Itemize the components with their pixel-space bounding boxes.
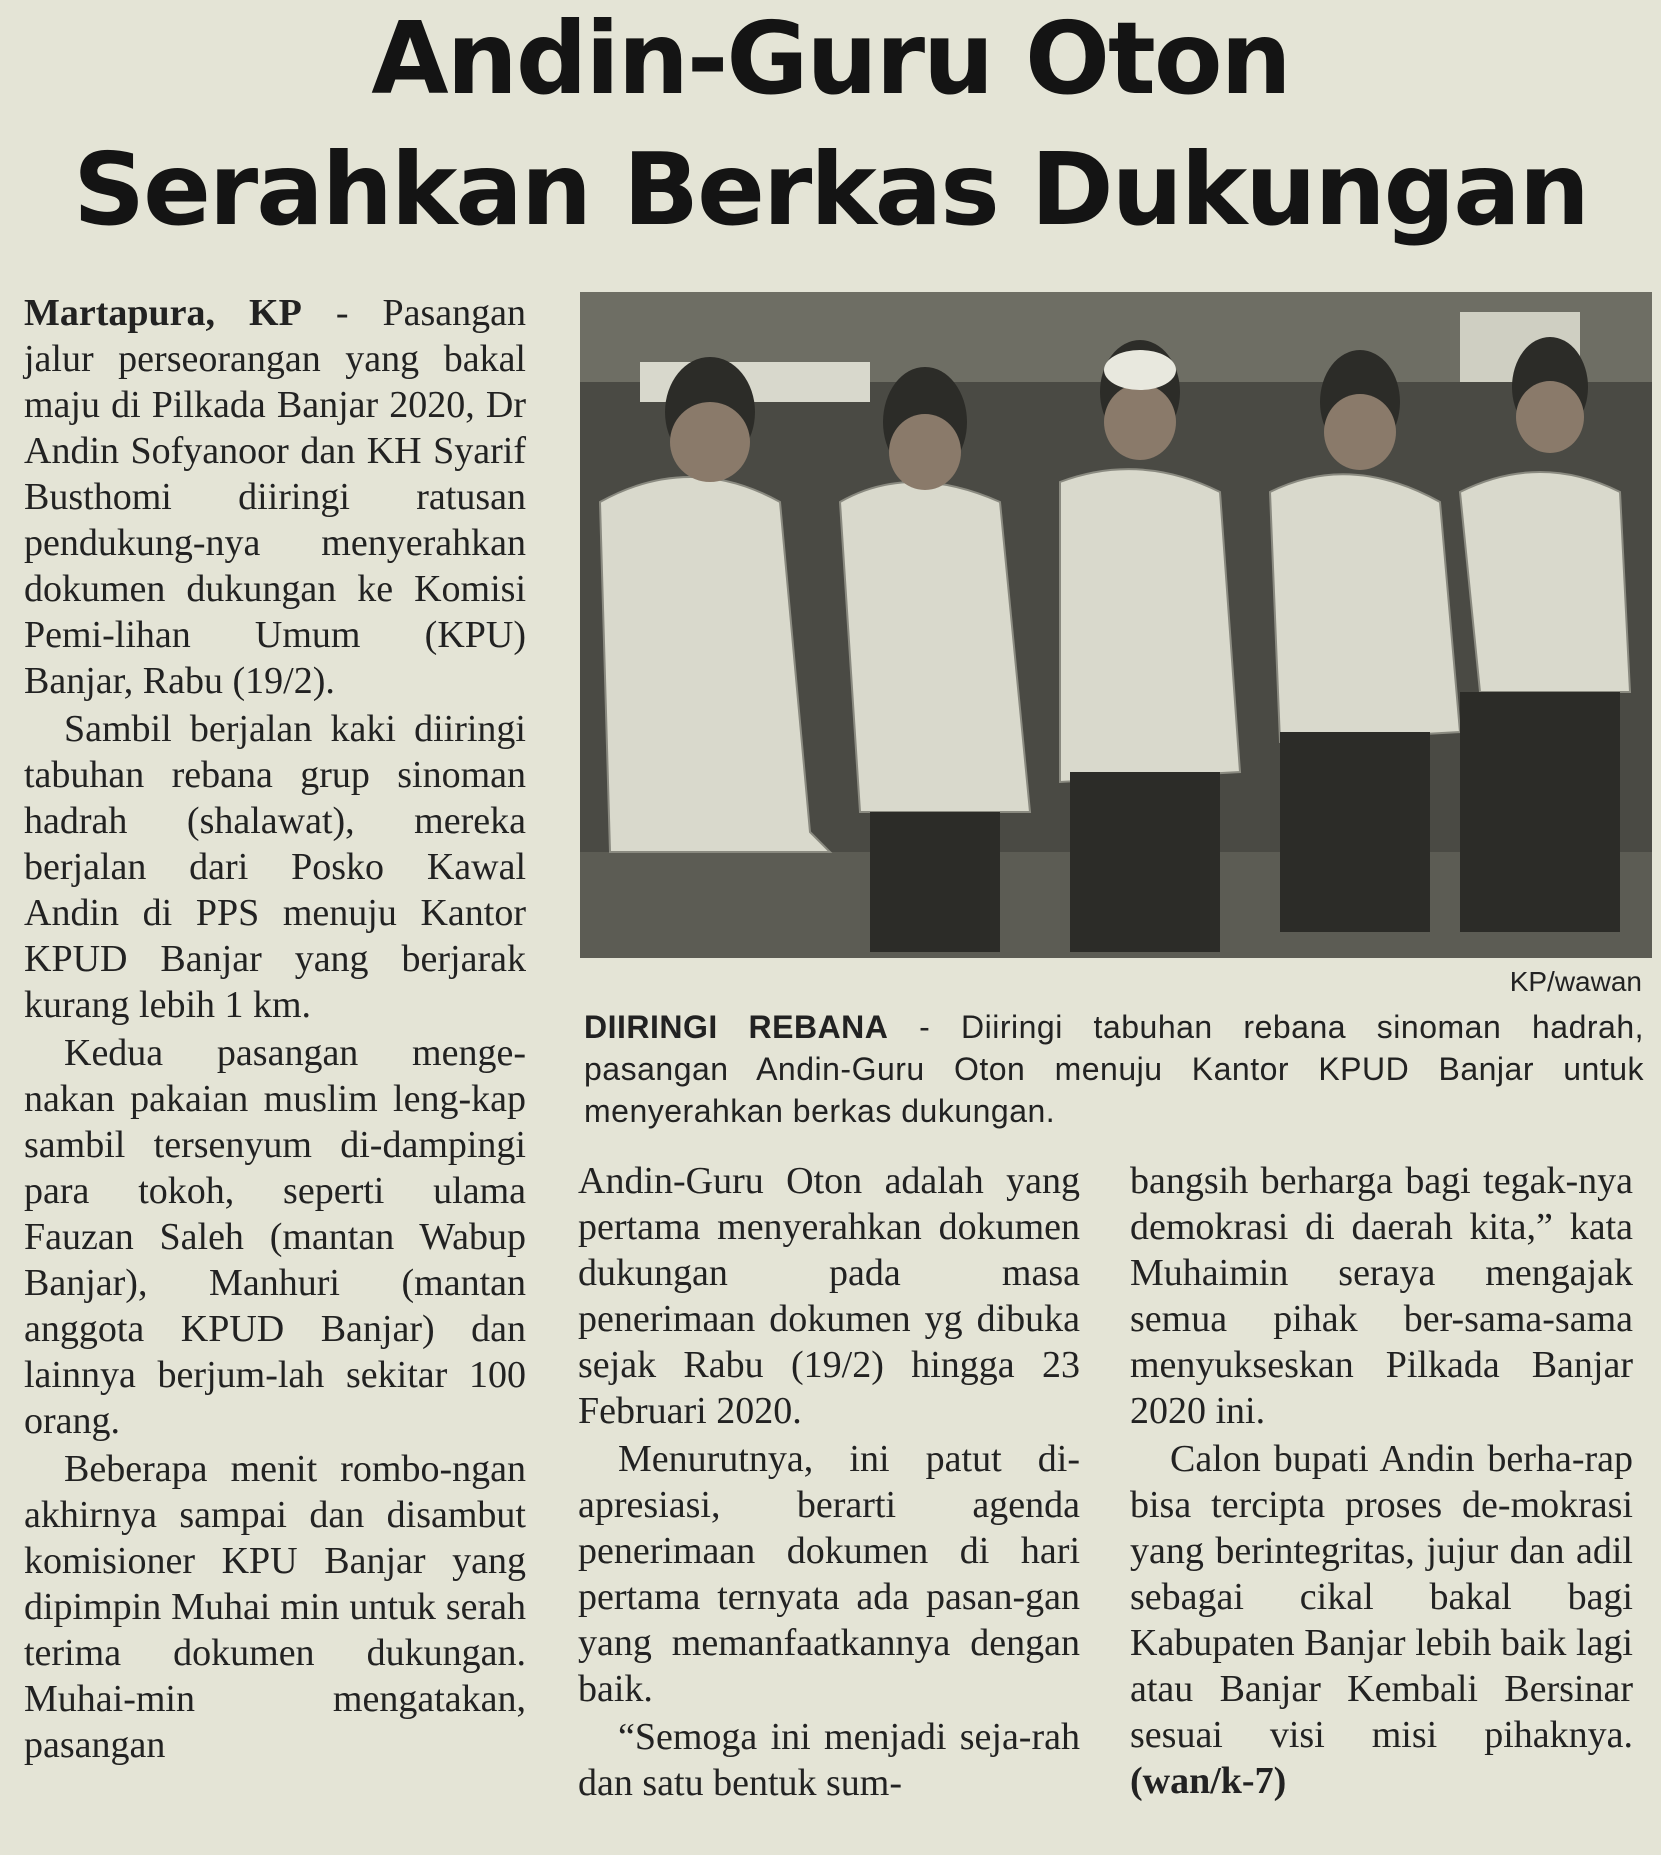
article-paragraph: “Semoga ini menjadi seja-rah dan satu bentuk sum- (578, 1716, 1080, 1804)
article-paragraph: Menurutnya, ini patut di-apresiasi, berarti agenda penerimaan dokumen di hari pertama ternyata ada pasan-gan yang memanfaatkannya dengan baik. (578, 1438, 1080, 1710)
caption-lead: DIIRINGI REBANA (584, 1009, 889, 1045)
photo-credit: KP/wawan (1509, 966, 1642, 997)
article-paragraph: Sambil berjalan kaki diiringi tabuhan rebana grup sinoman hadrah (shalawat), mereka berjalan dari Posko Kawal Andin di PPS menuju Kantor KPUD Banjar yang berjarak kurang lebih 1 km. (24, 708, 526, 1026)
article-paragraph: Kedua pasangan menge-nakan pakaian muslim leng-kap sambil tersenyum di-dampingi para tokoh, seperti ulama Fauzan Saleh (mantan Wabup Banjar), Manhuri (mantan anggota KPUD Banjar) dan lainnya berjum-lah sekitar 100 orang. (24, 1032, 526, 1442)
news-photo-image (580, 292, 1652, 958)
dateline: Martapura, KP (24, 292, 302, 334)
article-column-2 (578, 1158, 1080, 1806)
article-text: Calon bupati Andin berha-rap bisa tercipta proses de-mokrasi yang berintegritas, jujur dan adil sebagai cikal bakal bagi Kabupaten Banjar lebih baik lagi atau Banjar Kembali Bersinar sesuai visi misi pihaknya. (1130, 1438, 1633, 1756)
article-paragraph: Andin-Guru Oton adalah yang pertama menyerahkan dokumen dukungan pada masa penerimaan dokumen yg dibuka sejak Rabu (19/2) hingga 23 Februari 2020. (578, 1160, 1080, 1432)
article-column-1 (24, 290, 526, 1768)
news-photo (580, 292, 1652, 958)
caption-text: - Diiringi tabuhan rebana sinoman hadrah, pasangan Andin-Guru Oton menuju Kantor KPUD Banjar untuk menyerahkan berkas dukungan. (584, 1009, 1645, 1129)
article-column-3 (1130, 1158, 1633, 1804)
article-paragraph (24, 290, 526, 704)
article-paragraph (1130, 1436, 1633, 1804)
article-paragraph: bangsih berharga bagi tegak-nya demokrasi di daerah kita,” kata Muhaimin seraya mengajak semua pihak ber-sama-sama menyukseskan Pilkada Banjar 2020 ini. (1130, 1160, 1633, 1432)
headline-line-1: Andin-Guru Oton (371, 0, 1290, 117)
photo-caption (584, 1006, 1644, 1132)
article-text: - Pasangan jalur perseorangan yang bakal maju di Pilkada Banjar 2020, Dr Andin Sofyanoor dan KH Syarif Busthomi diiringi ratusan pendukung-nya menyerahkan dokumen dukungan ke Komisi Pemi-lihan Umum (KPU) Banjar, Rabu (19/2). (24, 292, 526, 702)
headline-line-2: Serahkan Berkas Dukungan (73, 131, 1588, 248)
author-signature: (wan/k-7) (1130, 1760, 1287, 1802)
article-paragraph: Beberapa menit rombo-ngan akhirnya sampai dan disambut komisioner KPU Banjar yang dipimpin Muhai min untuk serah terima dokumen dukungan. Muhai-min mengatakan, pasangan (24, 1448, 526, 1766)
